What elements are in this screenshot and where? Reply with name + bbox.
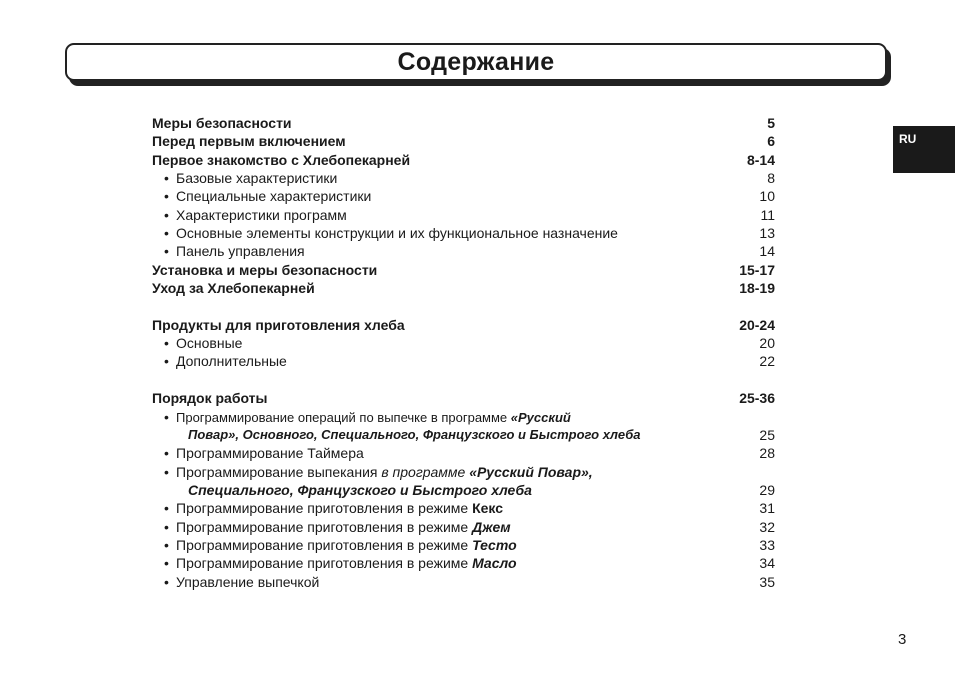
toc-entry-text-part: Программирование приготовления в режиме — [176, 518, 473, 535]
toc-entry-page: 20 — [759, 335, 775, 352]
toc-entry-page: 8 — [767, 170, 775, 187]
toc-entry-text: • Дополнительные — [176, 352, 287, 370]
toc-entry-text-part: Программирование выпекания — [176, 463, 382, 480]
toc-entry-text-emphasis: «Русский — [510, 409, 571, 425]
toc-entry-text: Уход за Хлебопекарней — [152, 280, 315, 297]
toc-subentry[interactable] — [152, 169, 775, 187]
toc-entry-page: 34 — [759, 555, 775, 572]
toc-entry-text-part: Программирование приготовления в режиме — [176, 500, 473, 517]
toc-subentry[interactable] — [152, 444, 775, 462]
toc-entry-text: • Панель управления — [176, 242, 305, 260]
toc-entry-text-emphasis: Масло — [472, 555, 517, 572]
toc-entry-page: 10 — [759, 188, 775, 205]
toc-entry-text — [176, 518, 511, 536]
toc-entry-text: • Основные элементы конструкции и их функциональное назначение — [176, 224, 618, 242]
toc-entry-page: 20-24 — [739, 316, 775, 333]
toc-entry-text: Порядок работы — [152, 390, 268, 407]
toc-subentry[interactable] — [152, 352, 775, 370]
toc-entry-text-part: Программирование операций по выпечке в программе — [176, 409, 511, 425]
toc-subentry[interactable] — [152, 518, 775, 536]
toc-entry-page: 29 — [759, 481, 775, 498]
toc-subentry[interactable] — [152, 463, 775, 481]
toc-entry-page: 33 — [759, 536, 775, 553]
toc-entry-page: 32 — [759, 518, 775, 535]
toc-entry-text: • Характеристики программ — [176, 206, 347, 224]
title-box — [65, 43, 887, 81]
toc-entry-text: Меры безопасности — [152, 115, 292, 131]
toc-entry-page: 5 — [767, 115, 775, 131]
toc-entry-text-emphasis: Повар», Основного, Специального, Французского и Быстрого хлеба — [188, 426, 641, 442]
toc-entry-text-part: Программирование приготовления в режиме — [176, 555, 473, 572]
toc-entry-text — [176, 499, 503, 517]
toc-subentry[interactable] — [152, 242, 775, 260]
toc-entry-text-emphasis: Тесто — [472, 536, 517, 553]
toc-subentry[interactable] — [152, 187, 775, 205]
toc-entry-page: 18-19 — [739, 280, 775, 297]
toc-entry-safety[interactable] — [152, 114, 775, 132]
toc-entry-text-italic: в программе — [381, 463, 470, 480]
toc-entry-ingredients[interactable] — [152, 316, 775, 334]
toc-entry-page: 14 — [759, 243, 775, 260]
toc-entry-page: 13 — [759, 225, 775, 242]
toc-entry-page: 11 — [760, 206, 775, 223]
toc-subentry[interactable] — [152, 408, 775, 426]
toc-entry-text: • Программирование Таймера — [176, 444, 364, 462]
toc-entry-text: • Специальные характеристики — [176, 187, 371, 205]
toc-entry-page: 25-36 — [739, 390, 775, 407]
toc-entry-text — [176, 463, 593, 481]
toc-subentry-continuation[interactable] — [152, 481, 775, 499]
toc-entry-page: 22 — [759, 353, 775, 370]
toc-subentry[interactable] — [152, 536, 775, 554]
toc-entry-page: 8-14 — [746, 151, 775, 168]
toc-entry-text — [176, 536, 517, 554]
toc-entry-text: Первое знакомство с Хлебопекарней — [152, 151, 411, 168]
toc-entry-installation[interactable] — [152, 261, 775, 279]
language-tab — [893, 126, 955, 173]
toc-entry-text — [176, 554, 517, 572]
toc-entry-text: • Базовые характеристики — [176, 169, 337, 187]
toc-entry-text-emphasis: «Русский Повар», — [469, 463, 593, 480]
toc-entry-text: • Управление выпечкой — [176, 573, 319, 591]
language-tab-label: RU — [899, 132, 917, 146]
toc-entry-operation[interactable] — [152, 389, 775, 407]
toc-entry-text: Установка и меры безопасности — [152, 261, 378, 278]
table-of-contents — [152, 114, 775, 591]
toc-subentry-continuation[interactable] — [152, 426, 775, 444]
toc-entry-care[interactable] — [152, 279, 775, 297]
toc-entry-text-part: Программирование приготовления в режиме — [176, 536, 473, 553]
toc-entry-text: Продукты для приготовления хлеба — [152, 316, 405, 333]
toc-entry-page: 15-17 — [739, 261, 775, 278]
toc-subentry[interactable] — [152, 334, 775, 352]
page-number: 3 — [898, 631, 907, 648]
toc-entry-text — [176, 408, 571, 427]
page-title: Содержание — [397, 47, 555, 76]
toc-subentry[interactable] — [152, 554, 775, 572]
toc-subentry[interactable] — [152, 499, 775, 517]
toc-entry-page: 31 — [759, 500, 775, 517]
toc-entry-text-emphasis: Кекс — [472, 500, 504, 517]
toc-entry-page: 28 — [759, 445, 775, 462]
toc-entry-page: 35 — [759, 573, 775, 590]
toc-subentry[interactable] — [152, 573, 775, 591]
toc-entry-introduction[interactable] — [152, 151, 775, 169]
toc-entry-page: 6 — [767, 133, 775, 150]
toc-entry-before-first-use[interactable] — [152, 132, 775, 150]
toc-entry-text: Перед первым включением — [152, 133, 346, 150]
toc-subentry[interactable] — [152, 224, 775, 242]
toc-entry-text: • Основные — [176, 334, 242, 352]
toc-entry-page: 25 — [759, 426, 775, 443]
toc-subentry[interactable] — [152, 206, 775, 224]
toc-entry-text-emphasis: Джем — [472, 518, 511, 535]
toc-entry-text-emphasis: Специального, Французского и Быстрого хлеба — [188, 481, 532, 498]
